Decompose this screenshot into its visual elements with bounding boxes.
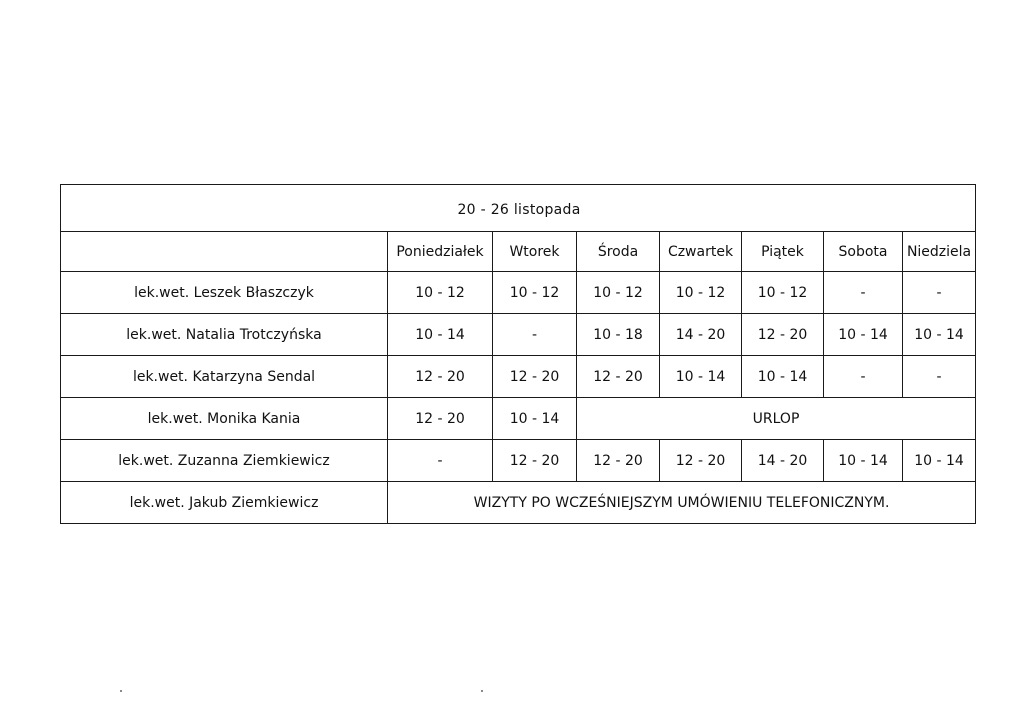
hours-cell: - [824,356,903,398]
table-row [61,314,976,356]
hours-cell: 10 - 12 [388,272,493,314]
hours-cell: - [388,440,493,482]
scan-speck [120,690,122,692]
table-row [61,272,976,314]
hours-cell: 10 - 14 [903,440,976,482]
hours-cell: - [903,356,976,398]
table-row [61,482,976,524]
day-header-wednesday: Środa [577,232,660,272]
leave-note-cell: URLOP [577,398,976,440]
hours-cell: 10 - 14 [824,440,903,482]
hours-cell: 10 - 14 [742,356,824,398]
hours-cell: 12 - 20 [493,440,577,482]
vet-name: lek.wet. Jakub Ziemkiewicz [61,482,388,524]
day-header-friday: Piątek [742,232,824,272]
hours-cell: 12 - 20 [388,356,493,398]
hours-cell: 10 - 14 [660,356,742,398]
hours-cell: 12 - 20 [388,398,493,440]
hours-cell: - [493,314,577,356]
hours-cell: 12 - 20 [577,356,660,398]
schedule-title: 20 - 26 listopada [457,202,581,218]
schedule-table [60,184,976,524]
table-row [61,440,976,482]
hours-cell: 10 - 14 [824,314,903,356]
vet-name: lek.wet. Katarzyna Sendal [61,356,388,398]
hours-cell: 10 - 14 [493,398,577,440]
appointment-note-cell: WIZYTY PO WCZEŚNIEJSZYM UMÓWIENIU TELEFONICZNYM. [388,482,976,524]
schedule-title-cell [61,185,976,232]
hours-cell: 12 - 20 [742,314,824,356]
vet-name: lek.wet. Leszek Błaszczyk [61,272,388,314]
hours-cell: 10 - 14 [903,314,976,356]
hours-cell: 10 - 18 [577,314,660,356]
hours-cell: 10 - 12 [493,272,577,314]
hours-cell: 12 - 20 [493,356,577,398]
vet-name: lek.wet. Zuzanna Ziemkiewicz [61,440,388,482]
header-empty-cell [61,232,388,272]
hours-cell: 10 - 12 [660,272,742,314]
hours-cell: 10 - 12 [577,272,660,314]
hours-cell: 10 - 14 [388,314,493,356]
hours-cell: 10 - 12 [742,272,824,314]
hours-cell: 12 - 20 [577,440,660,482]
day-header-monday: Poniedziałek [388,232,493,272]
day-header-saturday: Sobota [824,232,903,272]
day-header-thursday: Czwartek [660,232,742,272]
day-header-tuesday: Wtorek [493,232,577,272]
hours-cell: - [903,272,976,314]
hours-cell: 14 - 20 [742,440,824,482]
hours-cell: 14 - 20 [660,314,742,356]
title-row [61,185,976,232]
vet-name: lek.wet. Natalia Trotczyńska [61,314,388,356]
header-row [61,232,976,272]
day-header-sunday: Niedziela [903,232,976,272]
scan-speck [481,690,483,692]
hours-cell: 12 - 20 [660,440,742,482]
table-row [61,356,976,398]
table-row [61,398,976,440]
hours-cell: - [824,272,903,314]
vet-name: lek.wet. Monika Kania [61,398,388,440]
